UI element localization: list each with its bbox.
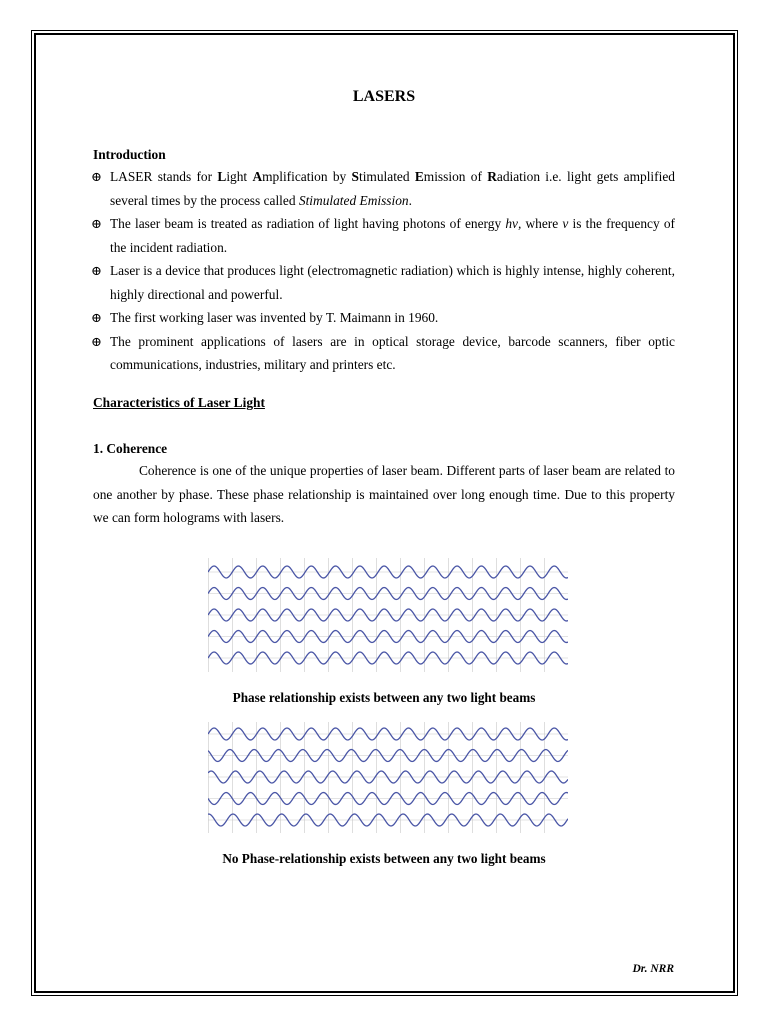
figure-caption-incoherent: No Phase-relationship exists between any two light beams	[222, 851, 546, 866]
list-item: ⊕ LASER stands for Light Amplification by Stimulated Emission of Radiation i.e. light gets amplified several times by the process called Stimulated Emission.	[93, 165, 675, 212]
coherence-paragraph: Coherence is one of the unique properties of laser beam. Different parts of laser beam are related to one another by phase. These phase relationship is maintained over long enough time. Due to this property we can form holograms with lasers.	[93, 463, 675, 525]
incoherent-waves-figure	[208, 720, 568, 835]
figure-caption-coherent: Phase relationship exists between any two light beams	[232, 690, 536, 705]
list-item: ⊕ The laser beam is treated as radiation of light having photons of energy hν, where ν is the frequency of the incident radiation.	[93, 212, 675, 259]
list-item: ⊕ Laser is a device that produces light (electromagnetic radiation) which is highly intense, highly coherent, highly directional and powerful.	[93, 259, 675, 306]
footer-author: Dr. NRR	[632, 963, 674, 975]
coherent-waves-figure	[208, 556, 568, 674]
circled-plus-icon: ⊕	[91, 333, 102, 349]
characteristics-heading: Characteristics of Laser Light	[93, 395, 265, 410]
circled-plus-icon: ⊕	[91, 169, 102, 184]
circled-plus-icon: ⊕	[91, 310, 102, 325]
introduction-list	[93, 165, 675, 377]
circled-plus-icon: ⊕	[91, 263, 102, 278]
list-item: ⊕ The prominent applications of lasers are in optical storage device, barcode scanners, fiber optic communications, industries, military and printers etc.	[93, 330, 675, 377]
coherence-heading: 1. Coherence	[93, 441, 168, 456]
introduction-heading: Introduction	[93, 147, 166, 162]
list-item: ⊕ The first working laser was invented by T. Maimann in 1960.	[93, 306, 675, 330]
circled-plus-icon: ⊕	[91, 216, 102, 231]
page-title: LASERS	[352, 88, 416, 105]
